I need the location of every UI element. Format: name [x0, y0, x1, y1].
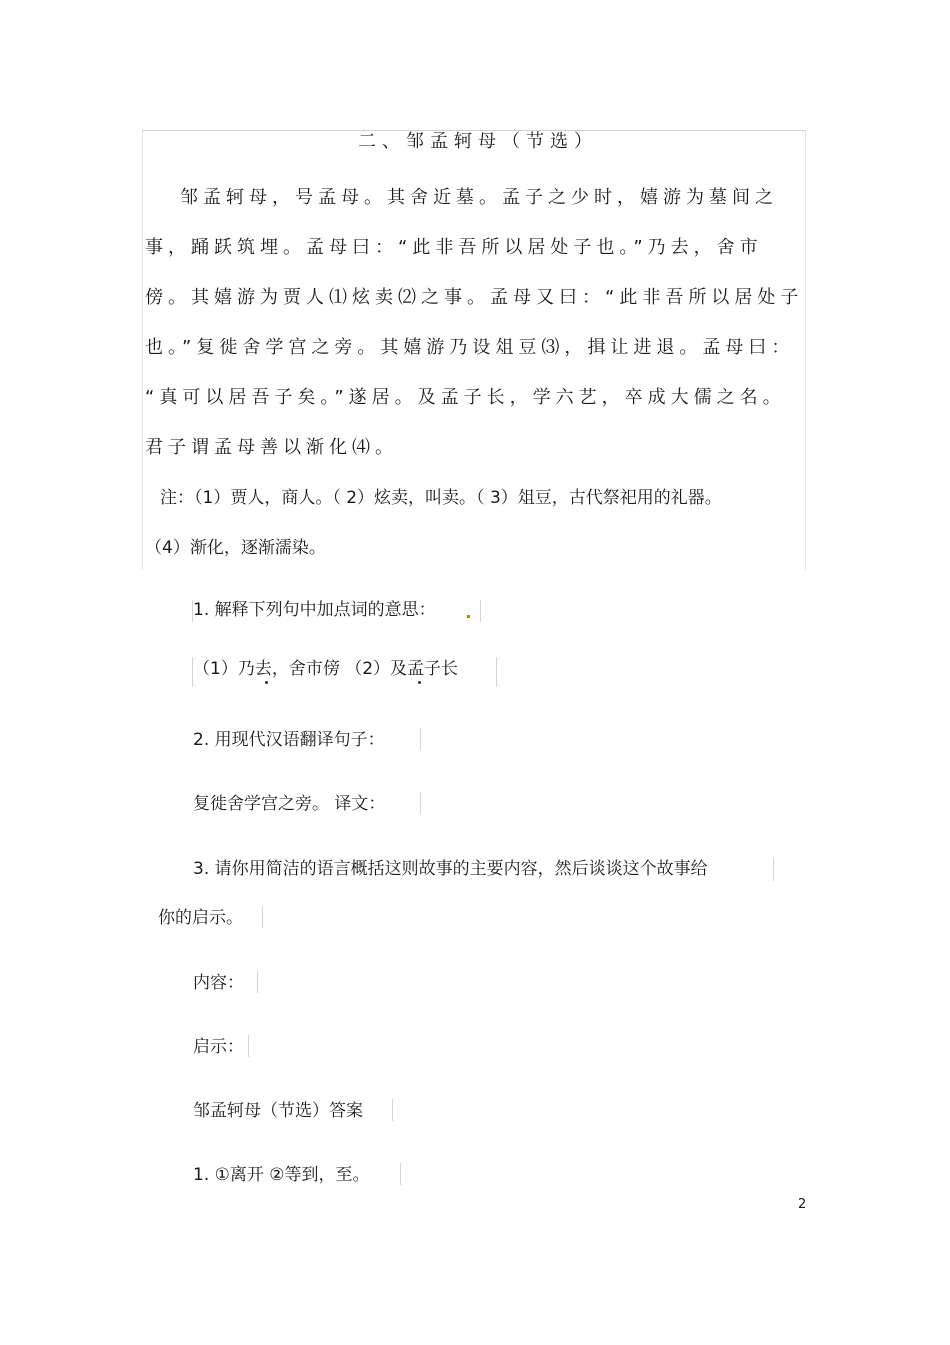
question-3-line-1: 3. 请你用简洁的语言概括这则故事的主要内容，然后谈谈这个故事给: [193, 859, 708, 879]
question-1-items: （1）乃去，舍市傍 （2）及孟子长: [193, 659, 459, 679]
question-2: 2. 用现代汉语翻译句子：: [193, 730, 385, 750]
passage-line-1: 邹孟轲母，号孟母。其舍近墓。孟子之少时，嬉游为墓间之: [180, 187, 778, 208]
emphasis-dot: [418, 681, 421, 684]
margin-bar: [257, 971, 258, 993]
content-label: 内容：: [193, 973, 244, 993]
passage-line-5: “真可以居吾子矣。”遂居。及孟子长，学六艺，卒成大儒之名。: [145, 387, 786, 408]
inspiration-label: 启示：: [193, 1037, 244, 1057]
passage-line-4: 也。”复徙舍学宫之旁。其嬉游乃设俎豆⑶，揖让进退。孟母曰：: [145, 337, 795, 358]
margin-bar: [773, 857, 774, 881]
answer-1: 1. ①离开 ②等到，至。: [193, 1165, 370, 1185]
passage-line-6: 君子谓孟母善以渐化⑷。: [145, 437, 398, 458]
passage-title: 二、邹孟轲母（节选）: [358, 131, 598, 152]
passage-line-3: 傍。其嬉游为贾人⑴炫卖⑵之事。孟母又曰：“此非吾所以居处子: [145, 287, 804, 308]
answers-heading: 邹孟轲母（节选）答案: [193, 1101, 363, 1121]
notes-line-1: 注：（1）贾人，商人。（ 2）炫卖，叫卖。（ 3）俎豆，古代祭祀用的礼器。: [160, 488, 722, 508]
passage-line-2: 事，踊跃筑埋。孟母曰：“此非吾所以居处子也。”乃去，舍市: [145, 237, 763, 258]
margin-bar: [400, 1163, 401, 1185]
margin-bar: [496, 657, 497, 687]
marker-dot: [467, 615, 470, 618]
notes-line-2: （4）渐化，逐渐濡染。: [145, 538, 326, 558]
margin-bar: [262, 906, 263, 928]
question-1: 1. 解释下列句中加点词的意思：: [193, 600, 436, 620]
margin-bar: [420, 792, 421, 814]
margin-bar: [248, 1035, 249, 1057]
margin-bar: [480, 600, 481, 622]
page-number: 2: [798, 1197, 807, 1212]
margin-bar: [392, 1099, 393, 1121]
question-2-sentence: 复徙舍学宫之旁。 译文：: [193, 794, 386, 814]
question-3-line-2: 你的启示。: [158, 908, 243, 928]
margin-bar: [420, 728, 421, 750]
emphasis-dot: [265, 681, 268, 684]
